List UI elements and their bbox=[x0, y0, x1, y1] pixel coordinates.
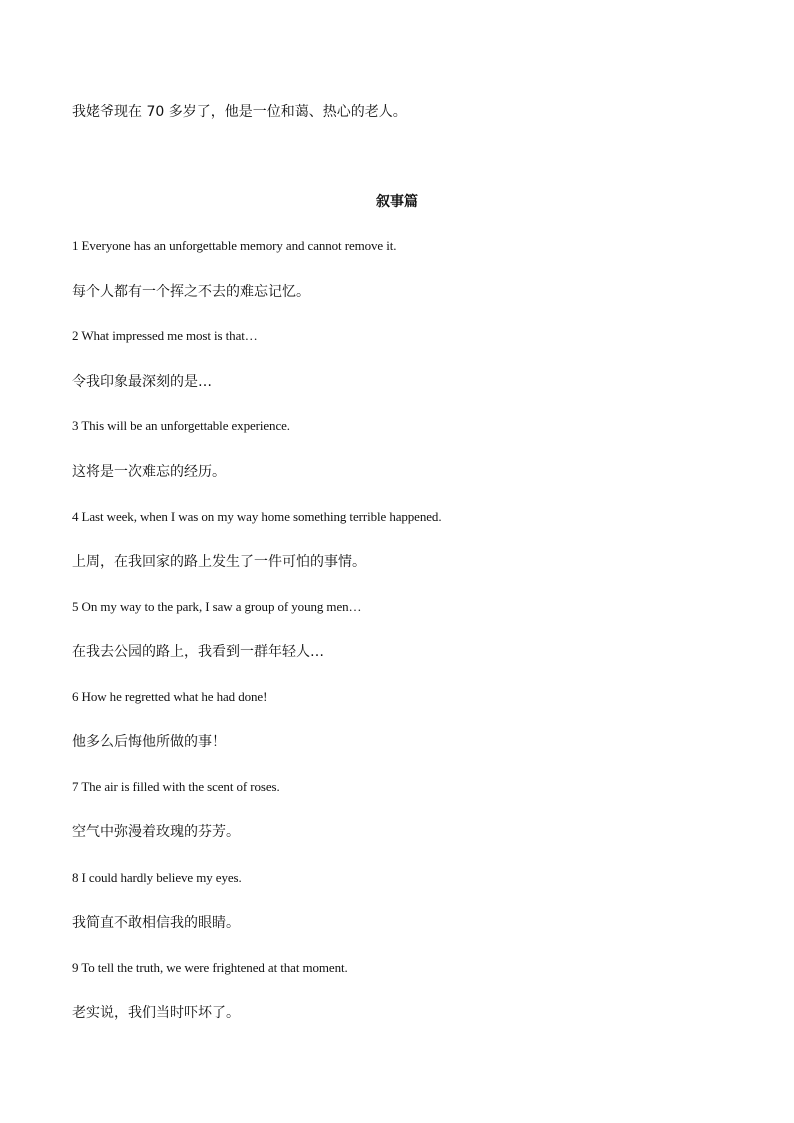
phrase-en-4: 4 Last week, when I was on my way home something terrible happened. bbox=[72, 509, 442, 524]
intro-line: 我姥爷现在 70 多岁了，他是一位和蔼、热心的老人。 bbox=[72, 104, 407, 120]
phrase-en-6: 6 How he regretted what he had done! bbox=[72, 689, 268, 704]
phrase-zh-9: 老实说，我们当时吓坏了。 bbox=[72, 1005, 240, 1021]
phrase-zh-5: 在我去公园的路上，我看到一群年轻人… bbox=[72, 644, 324, 660]
phrase-zh-3: 这将是一次难忘的经历。 bbox=[72, 464, 226, 480]
phrase-en-7: 7 The air is filled with the scent of roses. bbox=[72, 779, 280, 794]
phrase-en-9: 9 To tell the truth, we were frightened at that moment. bbox=[72, 960, 348, 975]
phrase-en-1: 1 Everyone has an unforgettable memory and cannot remove it. bbox=[72, 238, 397, 253]
phrase-en-2: 2 What impressed me most is that… bbox=[72, 328, 258, 343]
phrase-zh-1: 每个人都有一个挥之不去的难忘记忆。 bbox=[72, 284, 310, 300]
phrase-zh-4: 上周，在我回家的路上发生了一件可怕的事情。 bbox=[72, 554, 366, 570]
phrase-en-8: 8 I could hardly believe my eyes. bbox=[72, 870, 242, 885]
phrase-zh-6: 他多么后悔他所做的事！ bbox=[72, 734, 226, 750]
phrase-en-5: 5 On my way to the park, I saw a group of young men… bbox=[72, 599, 362, 614]
phrase-zh-7: 空气中弥漫着玫瑰的芬芳。 bbox=[72, 824, 240, 840]
phrase-zh-2: 令我印象最深刻的是… bbox=[72, 374, 212, 390]
phrase-en-3: 3 This will be an unforgettable experience. bbox=[72, 418, 290, 433]
phrase-zh-8: 我简直不敢相信我的眼睛。 bbox=[72, 915, 240, 931]
section-title: 叙事篇 bbox=[376, 194, 418, 210]
